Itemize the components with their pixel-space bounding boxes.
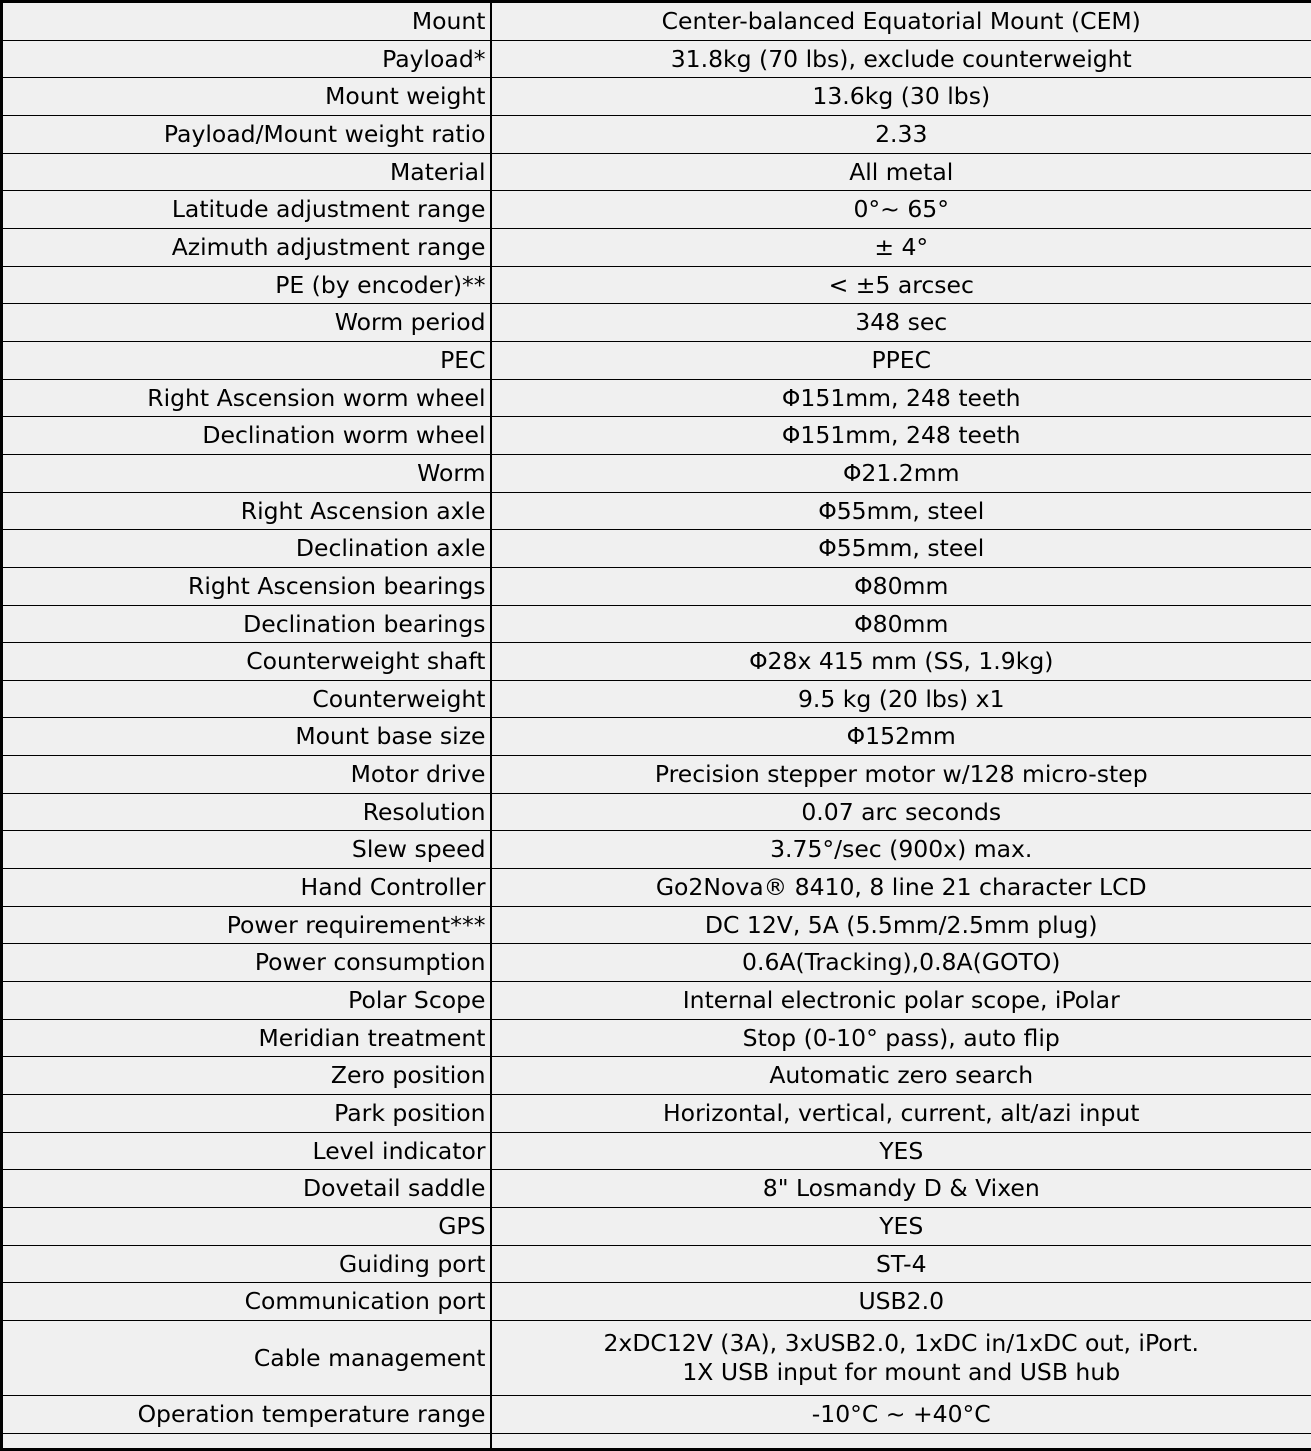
spec-value-cell (491, 1245, 1311, 1283)
spec-value-line: Φ21.2mm (500, 459, 1304, 488)
spec-label-cell (2, 1433, 491, 1449)
spec-value-line: DC 12V, 5A (5.5mm/2.5mm plug) (500, 911, 1304, 940)
spec-label-cell: Level indicator (2, 1132, 491, 1170)
spec-value-line: Φ80mm (500, 572, 1304, 601)
spec-value-cell (491, 266, 1311, 304)
table-row (2, 304, 1311, 342)
spec-value-line: All metal (500, 158, 1304, 187)
spec-label-cell: Dovetail saddle (2, 1170, 491, 1208)
spec-label-cell: PE (by encoder)** (2, 266, 491, 304)
spec-label-cell: Declination worm wheel (2, 417, 491, 455)
spec-label-cell: Guiding port (2, 1245, 491, 1283)
spec-label-cell: Payload* (2, 40, 491, 78)
spec-value-line: Φ152mm (500, 722, 1304, 751)
spec-value-line: Φ55mm, steel (500, 534, 1304, 563)
table-row (2, 530, 1311, 568)
spec-value-line: Stop (0-10° pass), auto flip (500, 1024, 1304, 1053)
spec-value-line: -10°C ~ +40°C (500, 1400, 1304, 1429)
table-row (2, 2, 1311, 41)
spec-value-cell (491, 567, 1311, 605)
table-row (2, 379, 1311, 417)
spec-value-cell (491, 605, 1311, 643)
table-row (2, 982, 1311, 1020)
table-row (2, 417, 1311, 455)
table-row (2, 115, 1311, 153)
spec-value-line: PPEC (500, 346, 1304, 375)
spec-value-line: Center-balanced Equatorial Mount (CEM) (500, 7, 1304, 36)
table-row (2, 153, 1311, 191)
table-row (2, 1095, 1311, 1133)
spec-value-line: YES (500, 1137, 1304, 1166)
table-row (2, 454, 1311, 492)
spec-label-cell: Polar Scope (2, 982, 491, 1020)
spec-value-cell (491, 680, 1311, 718)
spec-label-cell: Park position (2, 1095, 491, 1133)
spec-value-cell (491, 1320, 1311, 1395)
spec-label-cell: Right Ascension bearings (2, 567, 491, 605)
spec-value-line: Automatic zero search (500, 1061, 1304, 1090)
spec-value-line: YES (500, 1212, 1304, 1241)
table-row (2, 831, 1311, 869)
spec-label-cell: Slew speed (2, 831, 491, 869)
spec-value-line: 0.07 arc seconds (500, 798, 1304, 827)
table-row (2, 1019, 1311, 1057)
spec-value-line: Φ55mm, steel (500, 497, 1304, 526)
spec-label-cell: GPS (2, 1208, 491, 1246)
spec-label-cell: Resolution (2, 793, 491, 831)
table-row (2, 944, 1311, 982)
spec-value-line: Φ151mm, 248 teeth (500, 421, 1304, 450)
table-row (2, 191, 1311, 229)
spec-value-line: ± 4° (500, 233, 1304, 262)
spec-value-cell (491, 869, 1311, 907)
spec-value-cell (491, 40, 1311, 78)
spec-value-line: 8" Losmandy D & Vixen (500, 1174, 1304, 1203)
spec-value-cell (491, 1132, 1311, 1170)
table-row (2, 341, 1311, 379)
table-row (2, 756, 1311, 794)
table-row (2, 78, 1311, 116)
spec-value-line: 13.6kg (30 lbs) (500, 82, 1304, 111)
spec-value-cell (491, 831, 1311, 869)
spec-value-line: 3.75°/sec (900x) max. (500, 835, 1304, 864)
spec-value-line: Internal electronic polar scope, iPolar (500, 986, 1304, 1015)
table-row (2, 1283, 1311, 1321)
table-row (2, 492, 1311, 530)
spec-label-cell: Communication port (2, 1283, 491, 1321)
table-row (2, 680, 1311, 718)
spec-value-cell (491, 643, 1311, 681)
spec-label-cell: Right Ascension worm wheel (2, 379, 491, 417)
table-row (2, 40, 1311, 78)
spec-value-line: ST-4 (500, 1250, 1304, 1279)
table-row (2, 718, 1311, 756)
table-row (2, 1208, 1311, 1246)
spec-value-line: 1X USB input for mount and USB hub (500, 1358, 1304, 1387)
spec-label-cell: Counterweight (2, 680, 491, 718)
spec-value-cell (491, 228, 1311, 266)
spec-label-cell: Material (2, 153, 491, 191)
table-row (2, 1320, 1311, 1395)
spec-value-cell (491, 1057, 1311, 1095)
table-row (2, 869, 1311, 907)
spec-value-cell (491, 153, 1311, 191)
spec-label-cell: Mount weight (2, 78, 491, 116)
spec-value-cell (491, 379, 1311, 417)
spec-value-line: 31.8kg (70 lbs), exclude counterweight (500, 45, 1304, 74)
spec-label-cell: Worm period (2, 304, 491, 342)
table-row (2, 605, 1311, 643)
spec-value-line: 2.33 (500, 120, 1304, 149)
spec-value-cell (491, 492, 1311, 530)
spec-value-cell (491, 1283, 1311, 1321)
spec-value-cell (491, 982, 1311, 1020)
spec-value-line: 0.6A(Tracking),0.8A(GOTO) (500, 948, 1304, 977)
spec-value-cell (491, 756, 1311, 794)
spec-label-cell: Counterweight shaft (2, 643, 491, 681)
spec-label-cell: Power requirement*** (2, 906, 491, 944)
spec-label-cell: Hand Controller (2, 869, 491, 907)
spec-value-cell (491, 906, 1311, 944)
spec-value-line: Go2Nova® 8410, 8 line 21 character LCD (500, 873, 1304, 902)
spec-value-cell (491, 1395, 1311, 1433)
spec-label-cell: Operation temperature range (2, 1395, 491, 1433)
spec-label-cell: Motor drive (2, 756, 491, 794)
table-row (2, 228, 1311, 266)
spec-label-cell: Right Ascension axle (2, 492, 491, 530)
specifications-table-body (2, 2, 1311, 1450)
spec-value-cell (491, 944, 1311, 982)
spec-value-cell (491, 115, 1311, 153)
spec-value-line: < ±5 arcsec (500, 271, 1304, 300)
spec-value-cell (491, 417, 1311, 455)
spec-label-cell: Zero position (2, 1057, 491, 1095)
spec-label-cell: Mount (2, 2, 491, 41)
spec-value-line: 9.5 kg (20 lbs) x1 (500, 685, 1304, 714)
spec-value-line: Horizontal, vertical, current, alt/azi input (500, 1099, 1304, 1128)
table-row (2, 793, 1311, 831)
spec-label-cell: Power consumption (2, 944, 491, 982)
spec-value-cell (491, 793, 1311, 831)
table-row (2, 1395, 1311, 1433)
spec-value-cell (491, 2, 1311, 41)
spec-label-cell: Payload/Mount weight ratio (2, 115, 491, 153)
spec-label-cell: Azimuth adjustment range (2, 228, 491, 266)
table-row (2, 1433, 1311, 1449)
spec-label-cell: Declination axle (2, 530, 491, 568)
spec-value-cell (491, 1433, 1311, 1449)
spec-label-cell: Mount base size (2, 718, 491, 756)
table-row (2, 1132, 1311, 1170)
spec-value-cell (491, 191, 1311, 229)
spec-value-cell (491, 1170, 1311, 1208)
table-row (2, 266, 1311, 304)
spec-value-line: 0°~ 65° (500, 195, 1304, 224)
table-row (2, 1245, 1311, 1283)
spec-value-cell (491, 1095, 1311, 1133)
table-row (2, 1057, 1311, 1095)
spec-value-cell (491, 304, 1311, 342)
table-row (2, 1170, 1311, 1208)
spec-value-cell (491, 78, 1311, 116)
spec-value-cell (491, 1208, 1311, 1246)
spec-label-cell: Worm (2, 454, 491, 492)
spec-label-cell: Meridian treatment (2, 1019, 491, 1057)
spec-value-line: 348 sec (500, 308, 1304, 337)
table-row (2, 643, 1311, 681)
spec-value-cell (491, 1019, 1311, 1057)
spec-value-cell (491, 718, 1311, 756)
spec-label-cell: Latitude adjustment range (2, 191, 491, 229)
spec-label-cell: Cable management (2, 1320, 491, 1395)
table-row (2, 906, 1311, 944)
spec-label-cell: PEC (2, 341, 491, 379)
spec-value-line: USB2.0 (500, 1287, 1304, 1316)
spec-value-cell (491, 530, 1311, 568)
table-row (2, 567, 1311, 605)
spec-value-line: Φ28x 415 mm (SS, 1.9kg) (500, 647, 1304, 676)
spec-value-line: Φ80mm (500, 610, 1304, 639)
spec-label-cell: Declination bearings (2, 605, 491, 643)
spec-value-line: 2xDC12V (3A), 3xUSB2.0, 1xDC in/1xDC out, iPort. (500, 1329, 1304, 1358)
spec-value-line: Precision stepper motor w/128 micro-step (500, 760, 1304, 789)
spec-value-cell (491, 341, 1311, 379)
spec-value-cell (491, 454, 1311, 492)
spec-value-line: Φ151mm, 248 teeth (500, 384, 1304, 413)
